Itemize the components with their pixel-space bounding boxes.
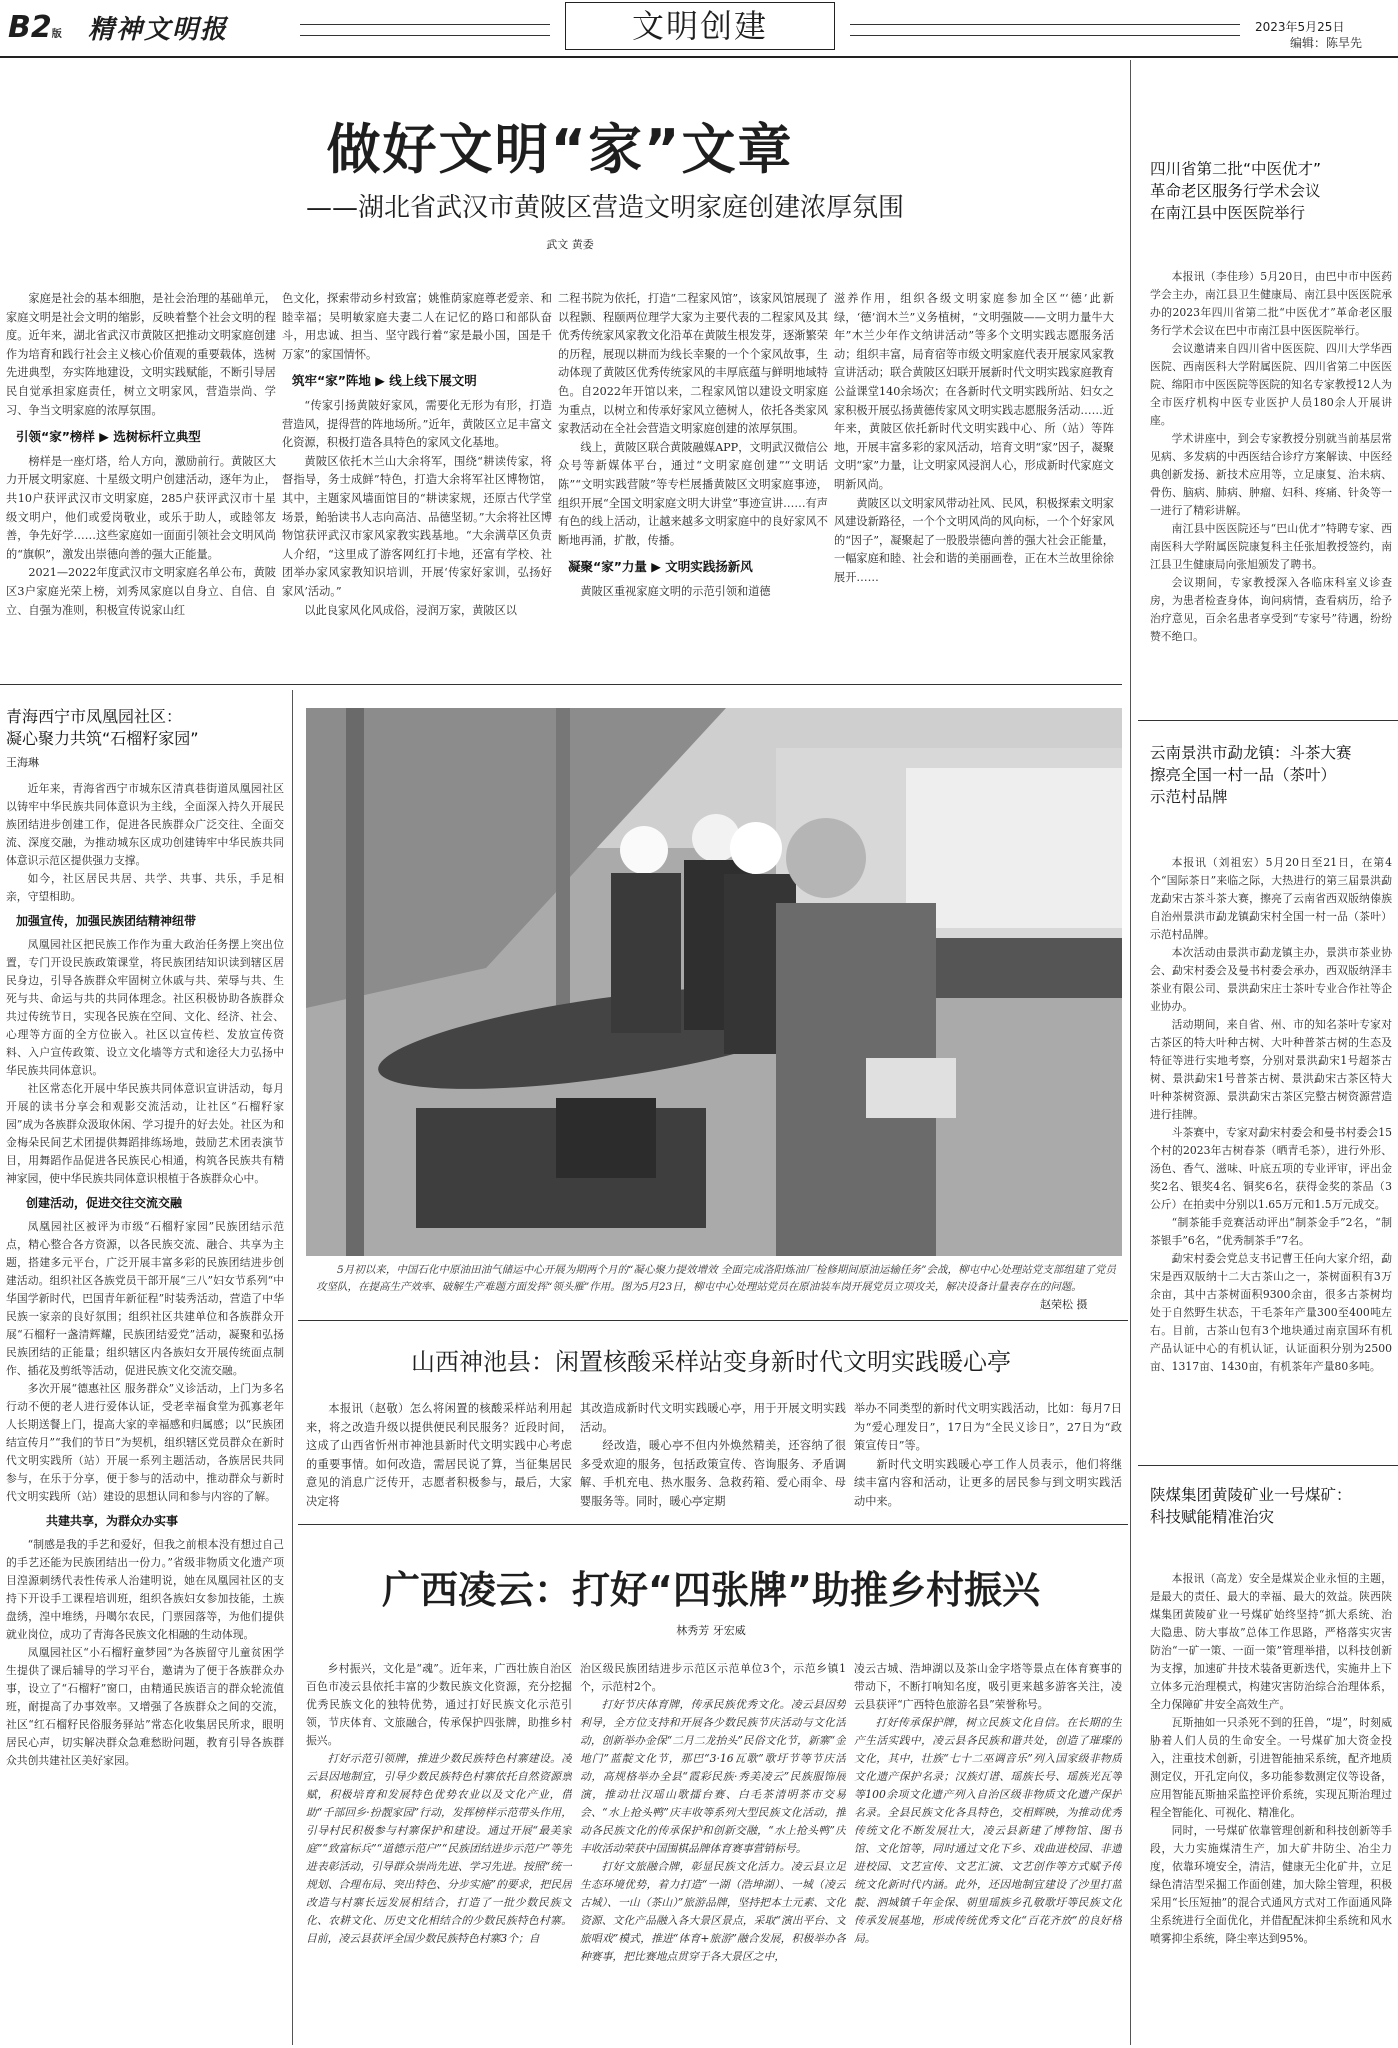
section-title: 文明创建	[565, 2, 835, 50]
lead-bottom-rule	[0, 684, 1122, 685]
paragraph: 活动期间，来自省、州、市的知名茶叶专家对古茶区的特大叶种古树、大叶种普茶古树的生态及特征等进行实地考察，分别对景洪勐宋1号超茶古树、景洪勐宋1号普茶古树、景洪勐宋古茶区特大叶种茶树资源、景洪勐宋古茶区完整古树资源营造进行挂牌。	[1150, 1018, 1392, 1121]
paragraph: 本次活动由景洪市勐龙镇主办，景洪市茶业协会、勐宋村委会及曼书村委会承办，西双版纳泽丰茶业有限公司、景洪勐宋庄士茶叶专业合作社等企业协办。	[1150, 946, 1392, 1013]
yunnan-body	[1150, 854, 1392, 1474]
paragraph: 举办不同类型的新时代文明实践活动，比如：每月7日为“爱心理发日”，17日为“全民义诊日”，27日为“政策宣传日”等。	[854, 1402, 1122, 1453]
paragraph: “制茶能手竞赛活动评出“制茶金手”2名，“制茶银手”6名，“优秀制茶手”7名。	[1150, 1216, 1392, 1247]
paragraph: 乡村振兴，文化是“魂”。近年来，广西壮族自治区百色市凌云县依托丰富的少数民族文化资源，充分挖掘优秀民族文化的独特优势，通过打好民族文化示范引领，节庆体育、文旅融合，传承保护四张牌，助推乡村振兴。	[306, 1662, 572, 1747]
guangxi-col-1	[306, 1660, 572, 2045]
shanxi-col-1	[306, 1400, 572, 1520]
qinghai-headline: 青海西宁市凤凰园社区： 凝心聚力共筑“石榴籽家园”	[6, 707, 199, 748]
photo-caption: 5月初以来，中国石化中原油田油气储运中心开展为期两个月的“凝心聚力提效增效 全面完成洛阳炼油厂检修期间原油运输任务”会战，柳屯中心处理站党支部组建了党员攻坚队，在提高生产效率、破解生产难题方面发挥“领头雁”作用。图为5月23日，柳屯中心处理站党员在原油装车岗开展党员立项攻关，解决设备计量表存在的问题。	[316, 1264, 1116, 1293]
photo-credit: 赵荣松 摄	[1040, 1298, 1088, 1311]
shanxi-col-2	[580, 1400, 846, 1520]
photo-bottom-rule	[298, 1320, 1128, 1321]
qinghai-byline: 王海琳	[6, 756, 39, 769]
paragraph: 家庭是社会的基本细胞，是社会治理的基础单元，家庭文明是社会文明的缩影，反映着整个社会文明的程度。近年来，湖北省武汉市黄陂区把推动文明家庭创建作为培育和践行社会主义核心价值观的重要载体，选树先进典型，夯实阵地建设，文明实践赋能，不断引导居民自觉承担家庭责任，树立文明家风，营造崇尚、学习、争当文明家庭的浓厚氛围。	[6, 292, 276, 417]
guangxi-col-3	[854, 1660, 1122, 2045]
masthead-rule-left	[300, 24, 550, 36]
paragraph: 二程书院为依托，打造“二程家风馆”，该家风馆展现了以程颢、程颐两位理学大家为主要代表的二程家风及其优秀传统家风家教文化沿革在黄陂生根发芽，逐渐繁荣的历程，展现以耕而为线长幸聚的一个个家风故事，生动体现了黄陂区优秀传统家风的丰厚底蕴与鲜明地域特色。自2022年开馆以来，二程家风馆以建设文明家庭为重点，以树立和传承好家风立德树人，依托各类家风家教活动在全社会营造文明家庭创建的浓厚氛围。	[558, 292, 828, 436]
guangxi-col-2	[580, 1660, 846, 2045]
industrial-workers-photo	[306, 708, 1122, 1256]
masthead-rule-right	[850, 24, 1240, 36]
subheading: 筑牢“家”阵地 ▶ 线上线下展文明	[292, 373, 477, 389]
subheading: 凝聚“家”力量 ▶ 文明实践扬新风	[568, 559, 753, 575]
paragraph: 色文化，探索带动乡村致富；姚惟荫家庭尊老爱亲、和睦幸福；吴明敏家庭夫妻二人在记忆的路口和部队奋斗，用忠诚、担当、坚守践行着“家是最小国，国是千万家”的家国情怀。	[282, 292, 552, 361]
sidebar-rule-2	[1138, 1465, 1398, 1466]
lead-col-1	[6, 290, 276, 690]
lead-col-3	[558, 290, 828, 690]
lead-col-4	[834, 290, 1114, 690]
paragraph: 如今，社区居民共居、共学、共事、共乐，手足相亲，守望相助。	[6, 872, 284, 903]
paragraph: 治区级民族团结进步示范区示范单位3个，示范乡镇1个，示范村2个。	[580, 1662, 846, 1693]
subheading: 创建活动，促进交往交流交融	[26, 1196, 183, 1210]
paragraph: 以此良家风化风成俗，浸润万家，黄陂区以	[304, 603, 517, 617]
paragraph: 本报讯（李佳珍）5月20日，由巴中市中医药学会主办，南江县卫生健康局、南江县中医医院承办的2023年四川省第二批“中医优才”革命老区服务行学术会议在巴中市南江县中医医院举行。	[1150, 270, 1392, 337]
paragraph: 滋养作用，组织各级文明家庭参加全区“‘德’此新绿，‘德’润木兰”义务植树，“文明强陂——文明力量牛大年”木兰少年作文纳讲活动”等多个文明实践志愿服务活动；组织丰富，局育宿等市级文明家庭代表开展家风家教宣讲活动；联合黄陂区妇联开展新时代文明实践家庭教育公益课堂140余场次；在各新时代文明实践所站、妇女之家积极开展弘扬黄德传家风文明实践志愿服务活动……近年来，黄陂区依托新时代文明实践中心、所（站）等阵地，开展丰富多彩的家风活动，培育文明“家”因子，凝聚文明“家”力量，让文明家风浸润人心，形成新时代家庭文明新风尚。	[834, 292, 1114, 491]
paragraph: 打好节庆体育牌，传承民族优秀文化。凌云县因势利导，全方位支持和开展各少数民族节庆活动与文化活动，创新举办金保“二月二龙抬头”民俗文化节，新寨“金地门”蓝靛文化节，那巴“3·16瓦歌”歌圩节等节庆活动，高规格举办全县“霞彩民族·秀美凌云”民族服饰展演，推动壮汉瑶山歌擂台赛、白毛茶清明茶市交易会、“水上抢头鸭”庆丰收等系列大型民族文化活动，推动各民族文化的传承保护和创新交融，“水上抢头鸭”庆丰收活动荣获中国围棋品牌体育赛事营销标号。	[580, 1698, 846, 1855]
sidebar-rule-1	[1138, 720, 1398, 721]
subheading: 加强宣传，加强民族团结精神纽带	[16, 914, 197, 928]
paragraph: 南江县中医医院还与“巴山优才”特聘专家、西南医科大学附属医院康复科主任张旭教授签约，南江县卫生健康局向张旭颁发了聘书。	[1150, 522, 1392, 571]
paragraph: 线上，黄陂区联合黄陂融媒APP，文明武汉微信公众号等新媒体平台，通过“文明家庭创建”“文明话陈”“文明实践营陂”等专栏展播黄陂区文明家庭事迹，组织开展“全国文明家庭文明大讲堂”事迹宣讲……有声有色的线上活动，让越来越多文明家庭中的良好家风不断地再涌，扩散，传播。	[558, 440, 828, 547]
shanxi-headline: 山西神池县：闲置核酸采样站变身新时代文明实践暖心亭	[411, 1348, 1011, 1376]
shanxi-bottom-rule	[298, 1524, 1128, 1525]
paragraph: 凤凰园社区被评为市级“石榴籽家园”民族团结示范点，精心整合各方资源，以各民族交流、融合、共享为主题，搭建多元平台，广泛开展丰富多彩的民族团结进步创建活动。组织社区各族党员干部开展“三八”妇女节系列“中华国学新时代，巴国青年新征程”时装秀活动，营造了中华民族一家亲的良好氛围；组织社区共建单位和各族群众开展“石榴籽一盏清辉耀，民族团结爱党”活动，凝聚和弘扬民族团结的正能量；组织辖区内各族妇女开展传统面点制作、插花及剪纸等活动，促进民族文化交流交融。	[6, 1220, 284, 1377]
paragraph: 经改造，暖心亭不但内外焕然精美，还容纳了很多受欢迎的服务，包括政策宣传、咨询服务、矛盾调解、手机充电、热水服务、急救药箱、爱心雨伞、母婴服务等。同时，暖心亭定期	[580, 1439, 846, 1508]
sichuan-headline: 四川省第二批“中医优才” 革命老区服务行学术会议 在南江县中医医院举行	[1150, 160, 1322, 222]
paragraph: 学术讲座中，到会专家教授分别就当前基层常见病、多发病的中西医结合诊疗方案解读、中医经典创新发扬、新技术应用等，立足康复、治未病、骨伤、脑病、肺病、肿瘤、妇科、疼痛、针灸等一一进行了精彩讲解。	[1150, 432, 1392, 517]
guangxi-headline: 广西凌云：打好“四张牌”助推乡村振兴	[382, 1568, 1040, 1612]
lead-col-2	[282, 290, 552, 690]
paper-logo: 精神文明报	[88, 15, 229, 45]
paragraph: 2021—2022年度武汉市文明家庭名单公布，黄陂区3户家庭光荣上榜，刘秀凤家庭以自身立、自信、自立、自强为准则，积极宣传说家山红	[6, 566, 276, 617]
paragraph: 会议邀请来自四川省中医医院、四川大学华西医院、西南医科大学附属医院、四川省第二中医医院、绵阳市中医医院等医院的知名专家教授12人为全市医疗机构中医专业医护人员180余人开展讲座。	[1150, 342, 1392, 427]
lead-subheadline: ——湖北省武汉市黄陂区营造文明家庭创建浓厚氛围	[305, 193, 904, 223]
sichuan-body	[1150, 268, 1392, 708]
paragraph: 新时代文明实践暖心亭工作人员表示，他们将继续丰富内容和活动，让更多的居民参与到文明实践活动中来。	[854, 1457, 1122, 1508]
paragraph: 多次开展“德惠社区 服务群众”义诊活动，上门为多名行动不便的老人进行爱体认证，受老幸福食堂为孤寡老年人长期送餐上门，提高大家的幸福感和归属感；以“民族团结宣传月”“我们的节日”为契机，组织辖区党员群众在新时代文明实践所（站）开展一系列主题活动，各族居民共同参与，在乐于分享，便于参与的活动中，推动群众与新时代文明实践所（站）建设的思想认同和参与内容的了解。	[6, 1382, 284, 1503]
shaanxi-body	[1150, 1570, 1392, 2040]
sidebar-divider	[1130, 60, 1131, 2045]
news-photo	[306, 708, 1122, 1256]
paragraph: 黄陂区重视家庭文明的示范引领和道德	[580, 584, 771, 598]
qinghai-body	[6, 780, 284, 2042]
paragraph: 瓦斯抽如一只杀死不到的狂兽，“堤”，时刻威胁着人们人员的生命安全。一号煤矿加大资金投入，注重技术创新，引进智能抽采系统，配齐地质测定仪，开孔定向仪，多功能参数测定仪等设备，应用智能瓦斯抽采监控评价系统，实现瓦斯治理过程全智能化、可视化、精准化。	[1150, 1716, 1392, 1819]
paragraph: 会议期间，专家教授深入各临床科室义诊查房，为患者检查身体，询问病情，查看病历，给予治疗意见，百余名患者享受到“专家号”待遇，纷纷赞不绝口。	[1150, 576, 1392, 643]
masthead-bottom-rule	[0, 56, 1398, 58]
paragraph: 打好传承保护牌，树立民族文化自信。在长期的生产生活实践中，凌云县各民族和谐共处，创造了璀璨的文化，其中，壮族“七十二巫调音乐”列入国家级非物质文化遗产保护名录；汉族灯谱、瑶族长号、瑶族光瓦等等100余项文化遗产列入自治区级非物质文化遗产保护名录。全县民族文化各具特色，交相辉映，为推动优秀传统文化不断发展壮大，凌云县新建了博物馆、图书馆、文化馆等，同时通过文化下乡、戏曲进校园、非遗进校园、文艺宣传、文艺汇演、文艺创作等方式赋予传统文化新时代内涵。此外，还因地制宜建设了沙里打蓝靛、泗城镇千年金保、朝里瑶族乡孔敬歌圩等民族文化传承发展基地，形成传统优秀文化“百花齐放”的良好格局。	[854, 1716, 1122, 1945]
paragraph: 打好示范引领牌，推进少数民族特色村寨建设。凌云县因地制宜，引导少数民族特色村寨依托自然资源禀赋，积极培育和发展特色优势农业以及文化产业，借助“千部回乡·扮靓家园”行动，发挥榜样示范带头作用，引导村民积极参与村寨保护和建设。通过开展“最美家庭”“致富标兵”“道德示范户”“民族团结进步示范户”等先进表彰活动，引导群众崇尚先进、学习先进。按照“统一规划、合理布局、突出特色、分步实施”的要求，把民居改造与村寨长远发展相结合，打造了一批少数民族文化、农耕文化、历史文化相结合的少数民族特色村寨。目前，凌云县获评全国少数民族特色村寨3个；自	[306, 1752, 572, 1945]
subheading: 共建共享，为群众办实事	[46, 1514, 179, 1528]
lead-byline: 武文 黄委	[546, 238, 594, 251]
page-number: B2版	[8, 10, 62, 45]
paragraph: 本报讯（赵敬）怎么将闲置的核酸采样站利用起来，将之改造升级以提供便民利民服务？近段时间，这成了山西省忻州市神池县新时代文明实践中心考虑的重要事情。如何改造，需居民说了算，当征集居民意见的消息广泛传开，志愿者积极参与，最后，大家决定将	[306, 1402, 572, 1508]
paragraph: 社区常态化开展中华民族共同体意识宣讲活动，每月开展的读书分享会和观影交流活动，让社区“石榴籽家园”成为各族群众汲取休闲、学习提升的好去处。社区为和金梅朵民间艺术团提供舞蹈排练场地，鼓励艺术团表演节目，用舞蹈作品促进各民族民心相通，构筑各民族共有精神家园，使中华民族共同体意识根植于各族群众心中。	[6, 1082, 284, 1185]
paragraph: “传家引扬黄陂好家风，需要化无形为有形，打造营造风，提得营的阵地场所。”近年，黄陂区立足丰富文化资源，积极打造各具特色的家风文化基地。	[282, 398, 552, 450]
guangxi-byline: 林秀芳 牙宏威	[676, 1624, 746, 1637]
paragraph: 凤凰园社区“小石榴籽童梦园”为各族留守儿童贫困学生提供了课后辅导的学习平台，邀请为了便于各族群众办事，设立了“石榴籽”窗口，由精通民族语言的群众轮流值班，耐提高了办事效率。又增强了各族群众之间的交流，社区“红石榴籽民俗服务驿站”常态化收集居民所求，眼明居民心声，切实解决群众急难愁盼问题，教育引导各族群众共创共建社区美好家园。	[6, 1646, 284, 1767]
paragraph: 近年来，青海省西宁市城东区清真巷街道凤凰园社区以铸牢中华民族共同体意识为主线，全面深入持久开展民族团结进步创建工作，促进各民族群众广泛交往、全面交流、深度交融，为推动城东区成功创建铸牢中华民族共同体意识示范区提供强力支撑。	[6, 782, 284, 867]
paragraph: 凌云古城、浩坤湖以及茶山金字塔等景点在体育赛事的带动下，不断打响知名度，吸引更来越多游客关注，凌云县获评“广西特色旅游名县”荣誉称号。	[854, 1662, 1122, 1711]
issue-date: 2023年5月25日	[1255, 20, 1345, 34]
paragraph: 黄陂区依托木兰山大余将军，围绕“耕读传家，将督指导，务士成鲜”特色，打造大余将军社区博物馆，其中，主题家风墙面馆目的“耕读家规，还原古代学堂场景，鲐骀读书人志向高洁、品德坚韧。”大余将社区博物馆获评武汉市家风家教实践基地。“大余满草区负责人介绍，“这里成了游客网红打卡地，还富有学校、社团举办家风家教知识培训，开展‘传家好家训，弘扬好家风’活动。”	[282, 454, 552, 598]
paragraph: 勐宋村委会党总支书记曹王任向大家介绍，勐宋是西双版纳十二大古茶山之一，茶树面积有3万余亩，其中古茶树面积9300余亩，很多古茶树均处于自然野生状态，干毛茶年产量300至400吨左右。目前，古茶山包有3个地块通过南京国环有机产品认证中心的有机认证，认证面积分别为2500亩、1317亩、1430亩，有机茶年产量80多吨。	[1150, 1252, 1392, 1373]
paragraph: 斗茶赛中，专家对勐宋村委会和曼书村委会15个村的2023年古树春茶（晒青毛茶），进行外形、汤色、香气、滋味、叶底五项的专业评审，评出金奖2名、银奖4名、铜奖6名，获得金奖的茶品（3公斤）在拍卖中分别以1.65万元和1.5万元成交。	[1150, 1126, 1392, 1211]
subheading: 引领“家”榜样 ▶ 选树标杆立典型	[16, 429, 201, 445]
editor: 编辑：陈旱先	[1290, 36, 1363, 50]
paragraph: 打好文旅融合牌，彰显民族文化活力。凌云县立足生态环境优势，着力打造“一湖（浩坤湖）、一城（凌云古城）、一山（茶山）”旅游品牌，坚持把本土元素、文化资源、文化产品融入各大景区景点，采取“演出平台、文旅唱戏”模式，推进“体育+旅游”融合发展，积极举办各种赛事，把比赛地点贯穿于各大景区之中，	[580, 1860, 846, 1963]
paragraph: 榜样是一座灯塔，给人方向，激励前行。黄陂区大力开展文明家庭、十星级文明户创建活动，逐年为止，共10户获评武汉市文明家庭，285户获评武汉市十星级文明户，他们或爱岗敬业，或乐于助人，或睦邻友善，争先好学……这些家庭如一面面引领社会文明风尚的“旗帜”，激发出崇德向善的强大正能量。	[6, 454, 276, 561]
paragraph: 本报讯（高龙）安全是煤炭企业永恒的主题，是最大的责任、最大的幸福、最大的效益。陕西陕煤集团黄陵矿业一号煤矿始终坚持“抓大系统、治大隐患、防大事故”总体工作思路，严格落实灾害防治“一矿一策、一面一策”管理举措，以科技创新为支撑，加速矿井技术装备更新迭代，实施井上下立体多元治理模式，构建灾害防治综合治理体系，全力保障矿井安全高效生产。	[1150, 1572, 1392, 1711]
lead-headline: 做好文明“家”文章	[326, 118, 794, 181]
left-column-divider	[292, 690, 293, 2045]
paragraph: 凤凰园社区把民族工作作为重大政治任务摆上突出位置，专门开设民族政策课堂，将民族团结知识读到辖区居民身边，引导各族群众牢固树立休戚与共、荣辱与共、生死与共、命运与共的共同体理念。社区积极协助各族群众共过传统节日，实现各民族在空间、文化、经济、社会、心理等方面的全方位嵌入。社区以宣传栏、发放宣传资料、入户宣传政策、设立文化墙等方式和途径大力弘扬中华民族共同体意识。	[6, 938, 284, 1077]
paragraph: 黄陂区以文明家风带动社风、民风，积极探索文明家风建设新路径，一个个文明风尚的风向标，一个个好家风的“因子”，凝聚起了一股股崇德向善的强大社会正能量，一幅家庭和睦、社会和谐的美丽画卷，正在木兰故里徐徐展开……	[834, 496, 1114, 584]
yunnan-headline: 云南景洪市勐龙镇：斗茶大赛 擦亮全国一村一品（茶叶） 示范村品牌	[1150, 744, 1352, 806]
paragraph: 同时，一号煤矿依靠管理创新和科技创新等手段，大力实施煤清生产，加大矿井防尘、冶尘力度，依靠环境安全，清洁，健康无尘化矿井，立足绿色清洁型采掘工作面创建，加大除尘管理，积极采用“长压短抽”的混合式通风方式对工作面通风降尘系统进行全面优化，并借配配沫抑尘系统和风水喷雾抑尘系统，降尘率达到95%。	[1150, 1824, 1392, 1945]
paragraph: “制感是我的手艺和爱好，但我之前根本没有想过自己的手艺还能为民族团结出一份力。”省级非物质文化遗产项目湟源刺绣代表性传承人治建明说，她在凤凰园社区的支持下开设手工课程培训班，组织各族妇女参加技能，土族盘绣，湟中堆绣，丹噶尔农民，门票园落等，为他们提供就业岗位，成功了青海各民族文化相融的生动体现。	[6, 1538, 284, 1641]
paragraph: 其改造成新时代文明实践暖心亭，用于开展文明实践活动。	[580, 1402, 846, 1434]
paragraph: 本报讯（刘祖宏）5月20日至21日，在第4个“国际茶日”来临之际，大热进行的第三届景洪勐龙勐宋古茶斗茶大赛，擦亮了云南省西双版纳傣族自治州景洪市勐龙镇勐宋村全国一村一品（茶叶）示范村品牌。	[1150, 856, 1392, 941]
shanxi-col-3	[854, 1400, 1122, 1520]
shaanxi-headline: 陕煤集团黄陵矿业一号煤矿： 科技赋能精准治灾	[1150, 1486, 1352, 1526]
